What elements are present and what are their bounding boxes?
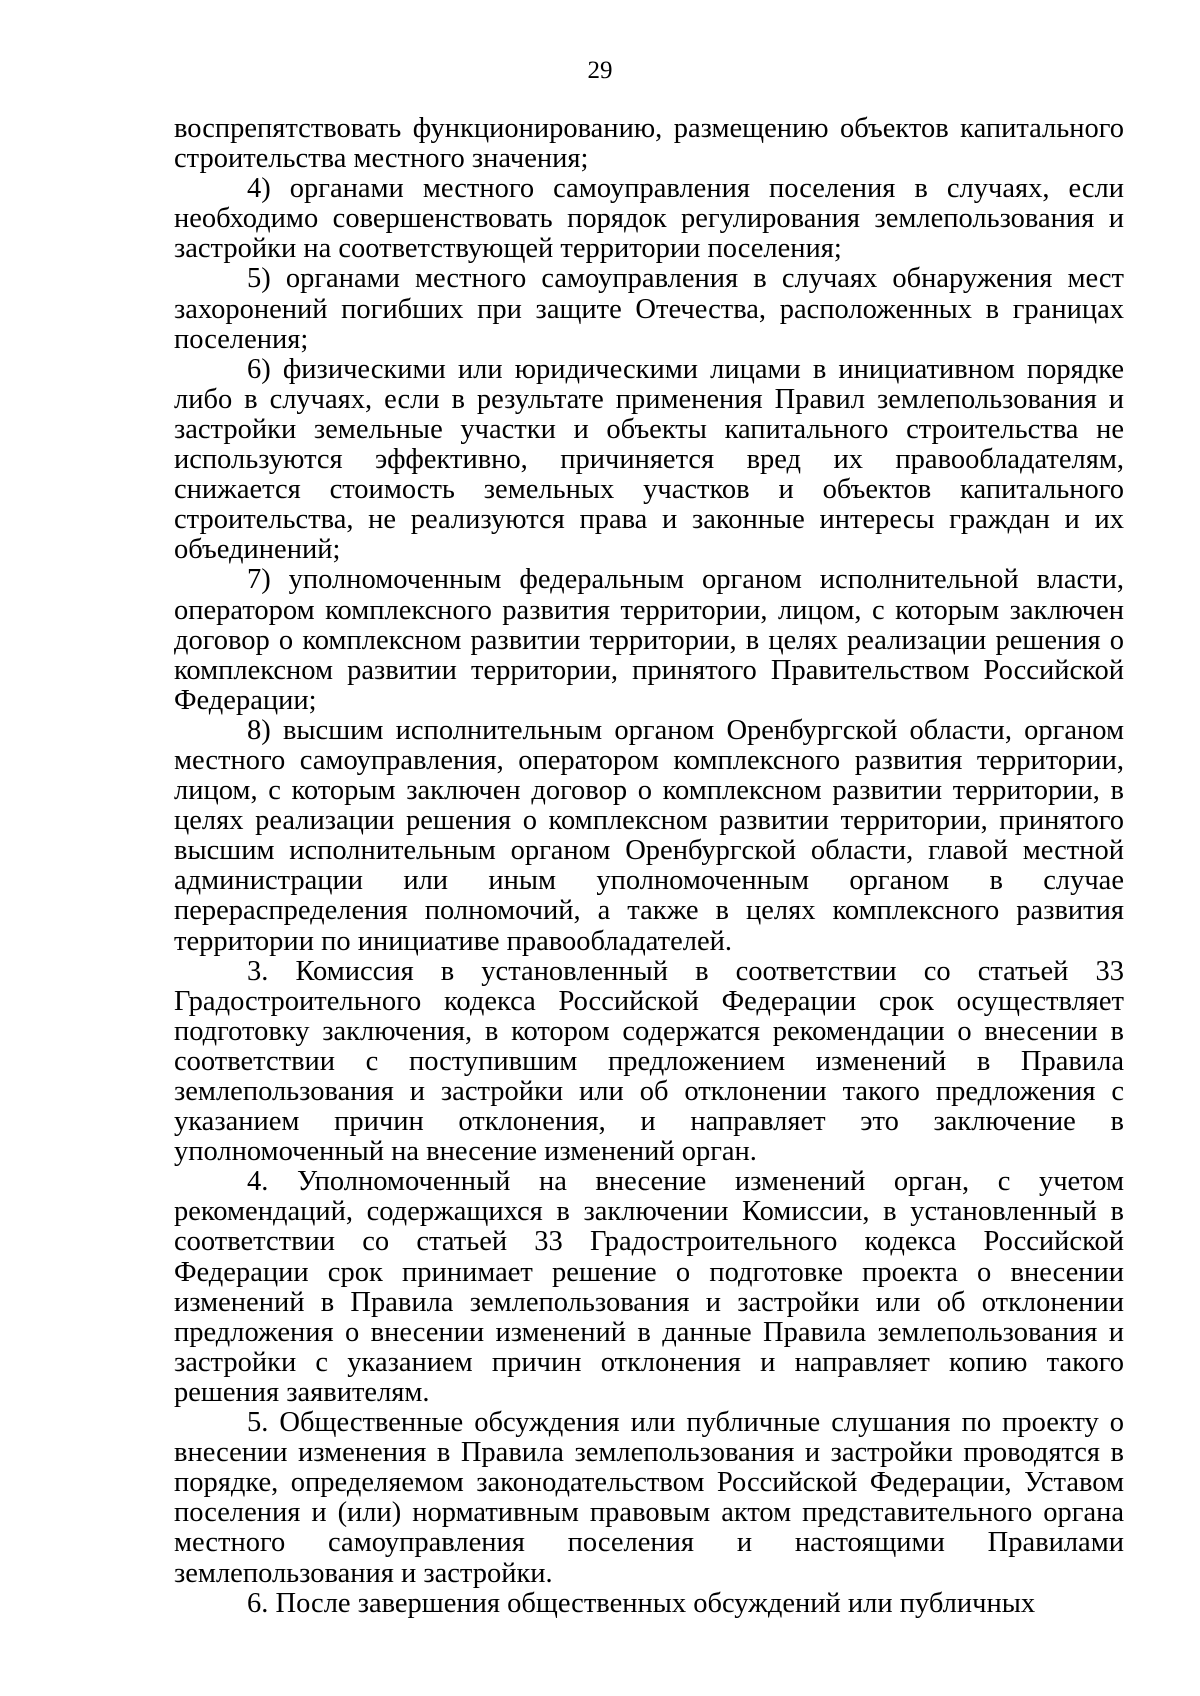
paragraph-clause-6: 6. После завершения общественных обсуждений или публичных <box>247 1587 1036 1619</box>
page-number: 29 <box>587 57 613 84</box>
paragraph-clause-5: 5. Общественные обсуждения или публичные слушания по проекту о внесении изменения в Правила землепользования и застройки проводятся в порядке, определяемом законодательством Российской Федерации, Уставом поселения и (или) нормативным правовым актом представительного органа местного самоуправления поселения и настоящими Правилами землепользования и застройки. <box>174 1407 1124 1589</box>
paragraph-continuation: воспрепятствовать функционированию, размещению объектов капитального строительства местного значения; <box>174 113 1124 175</box>
paragraph-item-6: 6) физическими или юридическими лицами в инициативном порядке либо в случаях, если в результате применения Правил землепользования и застройки земельные участки и объекты капитального строительства не используются эффективно, причиняется вред их правообладателям, снижается стоимость земельных участков и объектов капитального строительства, не реализуются права и законные интересы граждан и их объединений; <box>174 353 1124 566</box>
paragraph-item-4: 4) органами местного самоуправления поселения в случаях, если необходимо совершенствовать порядок регулирования землепользования и застройки на соответствующей территории поселения; <box>174 173 1124 265</box>
document-body <box>174 114 1124 1619</box>
paragraph-clause-4: 4. Уполномоченный на внесение изменений орган, с учетом рекомендаций, содержащихся в заключении Комиссии, в установленный в соответствии со статьей 33 Градостроительного кодекса Российской Федерации срок принимает решение о подготовке проекта о внесении изменений в Правила землепользования и застройки или об отклонении предложения о внесении изменений в данные Правила землепользования и застройки с указанием причин отклонения и направляет копию такого решения заявителям. <box>174 1166 1124 1408</box>
paragraph-item-5: 5) органами местного самоуправления в случаях обнаружения мест захоронений погибших при защите Отечества, расположенных в границах поселения; <box>174 263 1124 355</box>
paragraph-item-7: 7) уполномоченным федеральным органом исполнительной власти, оператором комплексного развития территории, лицом, с которым заключен договор о комплексном развитии территории, в целях реализации решения о комплексном развитии территории, принятого Правительством Российской Федерации; <box>174 564 1124 716</box>
paragraph-clause-3: 3. Комиссия в установленный в соответствии со статьей 33 Градостроительного кодекса Российской Федерации срок осуществляет подготовку заключения, в котором содержатся рекомендации о внесении в соответствии с поступившим предложением изменений в Правила землепользования и застройки или об отклонении такого предложения с указанием причин отклонения, и направляет это заключение в уполномоченный на внесение изменений орган. <box>174 955 1124 1168</box>
paragraph-item-8: 8) высшим исполнительным органом Оренбургской области, органом местного самоуправления, оператором комплексного развития территории, лицом, с которым заключен договор о комплексном развитии территории, в целях реализации решения о комплексном развитии территории, принятого высшим исполнительным органом Оренбургской области, главой местной администрации или иным уполномоченным органом в случае перераспределения полномочий, а также в целях комплексного развития территории по инициативе правообладателей. <box>174 714 1124 957</box>
